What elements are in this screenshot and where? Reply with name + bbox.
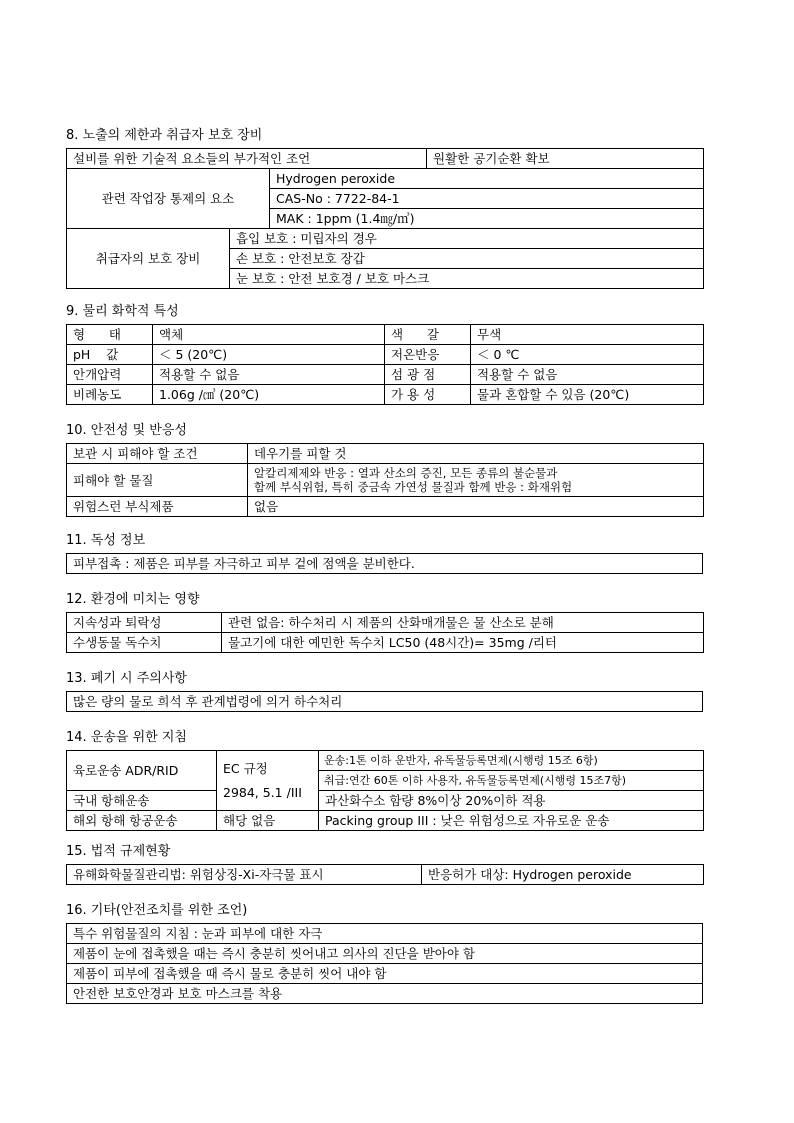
property-value: 무색	[471, 325, 704, 345]
table-row	[67, 169, 704, 189]
table-row	[67, 444, 704, 464]
property-label: pH 값	[67, 345, 153, 365]
adr-label: 육로운송 ADR/RID	[67, 751, 217, 791]
ec-regulation-value: 2984, 5.1 /III	[223, 784, 302, 800]
regulation-right: 반응허가 대상: Hydrogen peroxide	[422, 865, 704, 885]
table-row	[67, 633, 704, 653]
table-row	[67, 229, 704, 249]
table-row	[67, 924, 703, 944]
table-row	[67, 692, 703, 712]
respiratory-protection: 흡입 보호 : 미립자의 경우	[230, 229, 704, 249]
eye-protection: 눈 보호 : 안전 보호경 / 보호 마스크	[230, 269, 704, 289]
section-9	[66, 304, 704, 405]
stability-value: 없음	[248, 497, 704, 517]
ec-regulation-label: EC 규정	[223, 760, 268, 776]
workplace-control-mak: MAK : 1ppm (1.4㎎/㎥)	[270, 209, 704, 229]
ecology-label: 수생동물 독수치	[67, 633, 222, 653]
intl-value: Packing group III : 낮은 위험성으로 자유로운 운송	[319, 811, 704, 831]
table-row	[67, 944, 703, 964]
table-row	[67, 149, 704, 169]
ec-regulation-cell	[217, 751, 319, 811]
section-16-title: 16. 기타(안전조치를 위한 조언)	[66, 903, 248, 918]
workplace-control-label: 관련 작업장 통제의 요소	[67, 169, 270, 229]
property-label: 비례농도	[67, 385, 153, 405]
domestic-value: 과산화수소 함량 8%이상 20%이하 적용	[319, 791, 704, 811]
other-info-table	[66, 923, 703, 1004]
section-11-title: 11. 독성 정보	[66, 533, 146, 548]
section-10	[66, 423, 704, 517]
stability-table	[66, 443, 704, 517]
table-row	[67, 345, 704, 365]
section-9-title: 9. 물리 화학적 특성	[66, 304, 179, 319]
hand-protection: 손 보호 : 안전보호 장갑	[230, 249, 704, 269]
adr-note-2: 취급:연간 60톤 이하 사용자, 유독물등록면제(시행령 15조7항)	[319, 771, 704, 791]
table-row	[67, 464, 704, 497]
physical-properties-table	[66, 324, 704, 405]
section-14	[66, 730, 704, 831]
section-13	[66, 671, 704, 712]
table-row	[67, 791, 704, 811]
section-16	[66, 903, 704, 1004]
exposure-control-table	[66, 148, 704, 229]
section-14-title: 14. 운송을 위한 지침	[66, 730, 187, 745]
other-info-row: 안전한 보호안경과 보호 마스크를 착용	[67, 984, 703, 1004]
regulation-table	[66, 864, 704, 885]
section-11	[66, 533, 704, 574]
protective-equipment-label: 취급자의 보호 장비	[67, 229, 230, 289]
transport-table	[66, 750, 704, 831]
intl-label: 해외 항해 항공운송	[67, 811, 217, 831]
domestic-label: 국내 항해운송	[67, 791, 217, 811]
other-info-row: 제품이 피부에 접촉했을 때 즉시 물로 충분히 씻어 내야 함	[67, 964, 703, 984]
section-10-title: 10. 안전성 및 반응성	[66, 423, 187, 438]
property-label: 색 갈	[385, 325, 471, 345]
stability-label: 위험스런 부식제품	[67, 497, 248, 517]
engineering-advice-value: 원활한 공기순환 확보	[427, 149, 704, 169]
section-8-title: 8. 노출의 제한과 취급자 보호 장비	[66, 128, 263, 143]
regulation-left: 유해화학물질관리법: 위험상징-Xi-자극물 표시	[67, 865, 422, 885]
workplace-control-cas: CAS-No : 7722-84-1	[270, 189, 704, 209]
not-applicable-value: 해당 없음	[217, 811, 319, 831]
disposal-table	[66, 691, 703, 712]
stability-value: 데우기를 피할 것	[248, 444, 704, 464]
property-value: 액체	[153, 325, 385, 345]
stability-value	[248, 464, 704, 497]
table-row	[67, 811, 704, 831]
property-label: 안개압력	[67, 365, 153, 385]
section-15	[66, 844, 704, 885]
ecology-value: 관련 없음: 하수처리 시 제품의 산화매개물은 물 산소로 분해	[222, 613, 704, 633]
ecology-label: 지속성과 퇴락성	[67, 613, 222, 633]
property-label: 가 용 성	[385, 385, 471, 405]
table-row	[67, 497, 704, 517]
table-row	[67, 365, 704, 385]
property-value: ＜ 0 ℃	[471, 345, 704, 365]
toxicity-text: 피부접촉 : 제품은 피부를 자극하고 피부 겉에 점액을 분비한다.	[67, 554, 703, 574]
property-value: 1.06g /㎤ (20℃)	[153, 385, 385, 405]
ecology-table	[66, 612, 704, 653]
property-value: 적용할 수 없음	[153, 365, 385, 385]
incompatible-line-1: 알칼리제제와 반응 : 열과 산소의 증진, 모든 종류의 불순물과	[254, 466, 558, 480]
property-label: 형 태	[67, 325, 153, 345]
section-12	[66, 592, 704, 653]
section-15-title: 15. 법적 규제현황	[66, 844, 171, 859]
table-row	[67, 964, 703, 984]
other-info-row: 제품이 눈에 접촉했을 때는 즉시 충분히 씻어내고 의사의 진단을 받아야 함	[67, 944, 703, 964]
section-12-title: 12. 환경에 미치는 영향	[66, 592, 200, 607]
incompatible-line-2: 함께 부식위험, 특히 중금속 가연성 물질과 함께 반응 : 화재위험	[254, 480, 573, 494]
adr-note-1: 운송:1톤 이하 운반자, 유독물등록면제(시행령 15조 6항)	[319, 751, 704, 771]
table-row	[67, 325, 704, 345]
property-label: 섬 광 점	[385, 365, 471, 385]
table-row	[67, 385, 704, 405]
toxicity-table	[66, 553, 703, 574]
section-8	[66, 128, 704, 289]
table-row	[67, 865, 704, 885]
table-row	[67, 554, 703, 574]
protective-equipment-table	[66, 228, 704, 289]
property-label: 저온반응	[385, 345, 471, 365]
section-13-title: 13. 폐기 시 주의사항	[66, 671, 187, 686]
property-value: ＜ 5 (20℃)	[153, 345, 385, 365]
table-row	[67, 751, 704, 771]
other-info-row: 특수 위험물질의 지침 : 눈과 피부에 대한 자극	[67, 924, 703, 944]
ecology-value: 물고기에 대한 예민한 독수치 LC50 (48시간)= 35mg /리터	[222, 633, 704, 653]
workplace-control-substance: Hydrogen peroxide	[270, 169, 704, 189]
engineering-advice-label: 설비를 위한 기술적 요소들의 부가적인 조언	[67, 149, 427, 169]
table-row	[67, 613, 704, 633]
disposal-text: 많은 량의 물로 희석 후 관계법령에 의거 하수처리	[67, 692, 703, 712]
stability-label: 보관 시 피해야 할 조건	[67, 444, 248, 464]
property-value: 적용할 수 없음	[471, 365, 704, 385]
table-row	[67, 984, 703, 1004]
property-value: 물과 혼합할 수 있음 (20℃)	[471, 385, 704, 405]
stability-label: 피해야 할 물질	[67, 464, 248, 497]
